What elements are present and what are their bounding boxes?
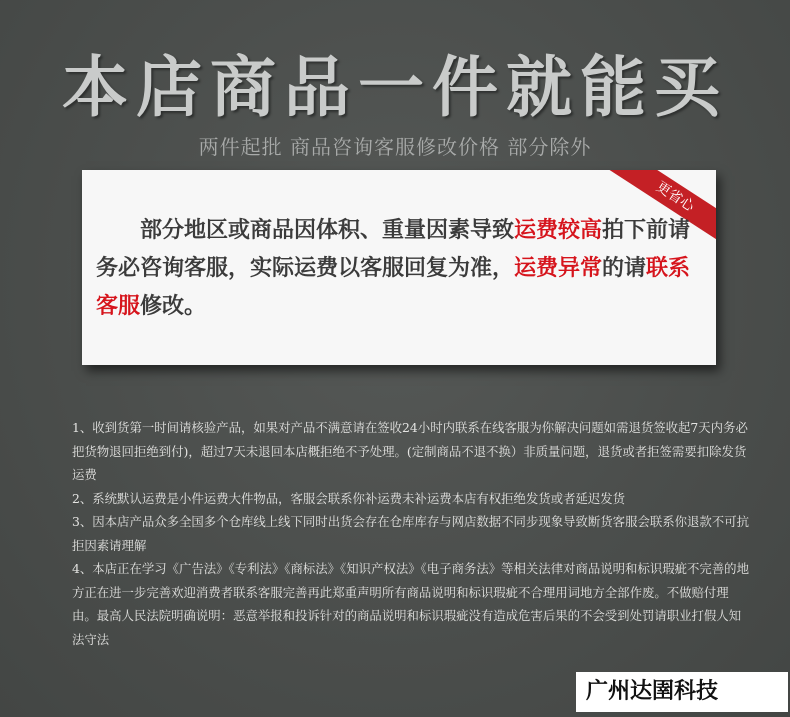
shipping-notice-box: [82, 170, 716, 365]
notice-segment: 修改。: [140, 294, 207, 319]
terms-item: 3、因本店产品众多全国多个仓库线上线下同时出货会存在仓库库存与网店数据不同步现象导致断货客服会联系你退款不可抗拒因素请理解: [72, 514, 749, 553]
page-subtitle: 两件起批 商品咨询客服修改价格 部分除外: [198, 135, 592, 159]
shipping-notice-text: [96, 212, 706, 326]
terms-list: [72, 416, 752, 651]
notice-segment: 的请: [602, 256, 647, 281]
terms-item: 4、本店正在学习《广告法》《专利法》《商标法》《知识产权法》《电子商务法》等相关法律对商品说明和标识瑕疵不完善的地方正在进一步完善欢迎消费者联系客服完善再此郑重声明所有商品说明和标识瑕疵不合理用词地方全部作废。不做赔付理由。最高人民法院明确说明：恶意举报和投诉针对的商品说明和标识瑕疵没有造成危害后果的不会受到处罚请职业打假人知法守法: [72, 561, 749, 647]
terms-item: 2、系统默认运费是小件运费大件物品，客服会联系你补运费未补运费本店有权拒绝发货或者延迟发货: [72, 490, 626, 506]
terms-item: 1、收到货第一时间请核验产品，如果对产品不满意请在签收24小时内联系在线客服为你解决问题如需退货签收起7天内务必把货物退回拒绝到付)，超过7天未退回本店概拒绝不予处理。(定制商品不退不换）非质量问题，退货或者拒签需要扣除发货运费: [72, 420, 748, 482]
watermark-label: 广州达圉科技: [576, 672, 788, 712]
page-title: 本店商品一件就能买: [62, 49, 728, 126]
highlight-abnormal-shipping: 运费异常: [514, 256, 603, 281]
corner-ribbon: 更省心: [605, 170, 716, 249]
highlight-high-shipping: 运费较高: [514, 218, 603, 243]
notice-segment: 拍下前请务必咨询客服，实际运费以客服回复为准，: [96, 218, 691, 281]
notice-segment: 部分地区或商品因体积、重量因素导致: [140, 218, 515, 243]
highlight-contact-service: 联系客服: [96, 256, 691, 319]
